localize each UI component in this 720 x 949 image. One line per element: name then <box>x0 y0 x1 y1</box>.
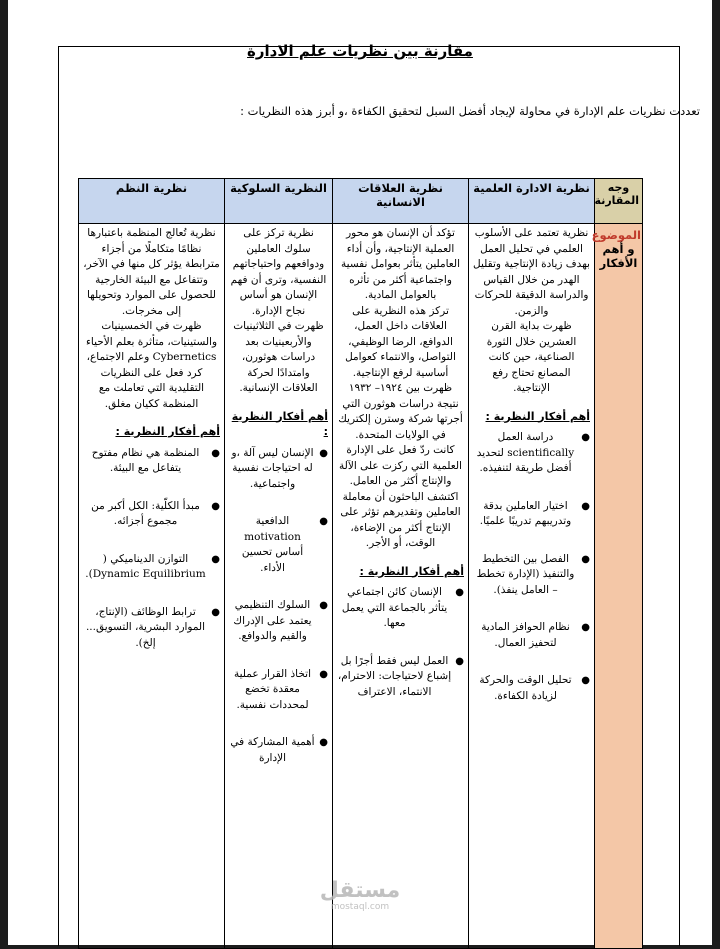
ideas-heading: أهم أفكار النظرية : <box>231 409 328 438</box>
watermark-url: mostaql.com <box>330 902 390 912</box>
cell-content <box>83 226 220 651</box>
bullet-icon: ● <box>211 606 220 618</box>
idea-text: التوازن الديناميكي ( Dynamic Equilibrium). <box>85 552 206 580</box>
cell-behavioral <box>225 224 333 949</box>
idea-item <box>83 446 220 477</box>
cell-content <box>229 226 328 766</box>
idea-item <box>229 598 328 645</box>
cell-content <box>337 226 464 700</box>
cell-paragraph: تؤكد أن الإنسان هو محور العملية الإنتاجية، وأن أداء العاملين يتأثر بعوامل نفسية واجتماعية أكثر من تأثره بالعوامل المادية. <box>341 227 460 301</box>
idea-item <box>473 499 590 530</box>
bullet-icon: ● <box>581 553 590 565</box>
header-behavioral: النظرية السلوكية <box>225 179 333 224</box>
row-header-topic-line1: الموضوع <box>591 228 641 242</box>
idea-item <box>473 430 590 477</box>
bullet-icon: ● <box>581 432 590 443</box>
bullet-icon: ● <box>211 447 220 459</box>
idea-item <box>337 654 464 701</box>
row-header-topic <box>591 224 643 949</box>
cell-paragraph: نظرية تركز على سلوك العاملين ودوافعهم واحتياجاتهم النفسية، وترى أن فهم الإنسان هو أساس نجاح الإدارة. <box>230 227 327 317</box>
idea-text: ترابط الوظائف (الإنتاج، الموارد البشرية، التسويق... إلخ). <box>85 605 206 649</box>
comparison-table <box>78 178 643 949</box>
ideas-list <box>337 585 464 700</box>
cell-paragraph: نظرية تُعالج المنظمة باعتبارها نظامًا متكاملًا من أجزاء مترابطة يؤثر كل منها في الآخر، وتتفاعل مع البيئة الخارجية للحصول على الموارد وتحويلها إلى مخرجات. <box>83 227 220 317</box>
cell-scientific-management <box>469 224 595 949</box>
bullet-icon: ● <box>581 500 590 512</box>
idea-item <box>337 585 464 632</box>
idea-item <box>83 605 220 652</box>
idea-text: العمل ليس فقط أجرًا بل إشباع لاحتياجات: الاحترام، الانتماء، الاعتراف <box>337 654 452 698</box>
corner-header: وجه المقارنة <box>595 179 643 224</box>
cell-paragraph: ظهرت بداية القرن العشرين خلال الثورة الصناعية، حين كانت المصانع تحتاج رفع الإنتاجية. <box>486 320 577 394</box>
ideas-heading: أهم أفكار النظرية : <box>485 409 590 423</box>
cell-paragraph: ظهرت في الخمسينيات والستينيات، متأثرة بعلم الأحياء Cybernetics وعلم الاجتماع، كرد فعل على النظريات التقليدية التي تعاملت مع المنظمة ككيان مغلق. <box>85 320 218 410</box>
cell-paragraph: نظرية تعتمد على الأسلوب العلمي في تحليل العمل بهدف زيادة الإنتاجية وتقليل الهدر من خلال القياس والدراسة الدقيقة للحركات والزمن. <box>473 227 590 317</box>
idea-text: أهمية المشاركة في الإدارة <box>230 736 315 764</box>
document-page <box>8 0 712 945</box>
watermark-logo-text: مستقل <box>319 878 401 903</box>
idea-text: الإنسان كائن اجتماعي يتأثر بالجماعة التي يعمل معها. <box>341 586 448 629</box>
idea-text: السلوك التنظيمي يعتمد على الإدراك والقيم والدوافع. <box>233 599 312 642</box>
idea-item <box>473 620 590 651</box>
bullet-icon: ● <box>211 500 220 512</box>
ideas-heading: أهم أفكار النظرية : <box>115 425 220 438</box>
bullet-icon: ● <box>319 516 328 527</box>
cell-paragraph: كانت ردّ فعل على الإدارة العلمية التي ركزت على الآلة والإنتاج أكثر من العامل. <box>339 444 462 487</box>
ideas-list <box>229 446 328 767</box>
bullet-icon: ● <box>319 447 328 459</box>
idea-text: اتخاذ القرار عملية معقدة تخضع لمحددات نفسية. <box>234 667 311 711</box>
cell-paragraph: تركز هذه النظرية على العلاقات داخل العمل، الدوافع، الرضا الوظيفي، التواصل، والانتماء كعوامل أساسية لرفع الإنتاجية. <box>345 304 456 379</box>
ideas-heading: أهم أفكار النظرية : <box>359 564 464 578</box>
idea-text: الإنسان ليس آلة ،و له احتياجات نفسية واجتماعية. <box>231 446 314 490</box>
idea-item <box>229 667 328 714</box>
bullet-icon: ● <box>319 668 328 680</box>
idea-item <box>473 673 590 704</box>
bullet-icon: ● <box>581 622 590 633</box>
idea-text: دراسة العمل scientifically لتحديد أفضل طريقة لتنفيذه. <box>476 431 575 474</box>
cell-content <box>473 226 590 704</box>
watermark-logo <box>300 880 420 912</box>
ideas-list <box>83 446 220 652</box>
bullet-icon: ● <box>211 553 220 565</box>
idea-text: نظام الحوافز المادية لتحفيز العمال. <box>481 621 570 649</box>
cell-paragraph: اكتشف الباحثون أن معاملة العاملين وتقديرهم تؤثر على الإنتاج أكثر من الإضاءة، الوقت، أو الأجر. <box>340 490 461 549</box>
idea-text: الفصل بين التخطيط والتنفيذ (الإدارة تخطط – العامل ينفذ). <box>476 552 575 596</box>
idea-text: مبدأ الكلّية: الكل أكبر من مجموع أجزائه. <box>91 499 200 527</box>
cell-systems <box>79 224 225 949</box>
idea-text: المنظمة هي نظام مفتوح يتفاعل مع البيئة. <box>91 446 200 474</box>
page-title: مقارنة بين نظريات علم الادارة <box>247 42 473 60</box>
bullet-icon: ● <box>319 600 328 611</box>
bullet-icon: ● <box>455 655 464 667</box>
idea-text: تحليل الوقت والحركة لزيادة الكفاءة. <box>479 674 572 702</box>
idea-item <box>229 446 328 493</box>
idea-item <box>229 735 328 766</box>
idea-text: الدافعية motivation أساس تحسين الأداء. <box>241 515 304 574</box>
header-scientific-management: نظرية الادارة العلمية <box>469 179 595 224</box>
idea-item <box>473 552 590 599</box>
intro-paragraph: تعددت نظريات علم الإدارة في محاولة لإيجاد أفضل السبل لتحقيق الكفاءة ،و أبرز هذه النظريات : <box>240 104 700 118</box>
idea-text: اختيار العاملين بدقة وتدريبهم تدريبًا علميًا. <box>479 499 572 527</box>
bullet-icon: ● <box>581 675 590 686</box>
ideas-list <box>473 430 590 704</box>
header-systems: نظرية النظم <box>79 179 225 224</box>
row-header-topic-line2: و أهم الأفكار <box>599 242 638 270</box>
bullet-icon: ● <box>319 737 328 748</box>
idea-item <box>83 552 220 583</box>
idea-item <box>229 514 328 576</box>
bullet-icon: ● <box>455 587 464 598</box>
cell-paragraph: ظهرت في الثلاثينيات والأربعينيات بعد دراسات هوثورن، وامتدادًا لحركة العلاقات الإنسانية. <box>233 320 324 394</box>
cell-human-relations <box>333 224 469 949</box>
header-human-relations: نظرية العلاقات الانسانية <box>333 179 469 224</box>
idea-item <box>83 499 220 530</box>
cell-paragraph: ظهرت بين ١٩٢٤– ١٩٣٢ نتيجة دراسات هوثورن التي أجرتها شركة وسترن إلكتريك في الولايات المتحدة. <box>338 382 463 441</box>
